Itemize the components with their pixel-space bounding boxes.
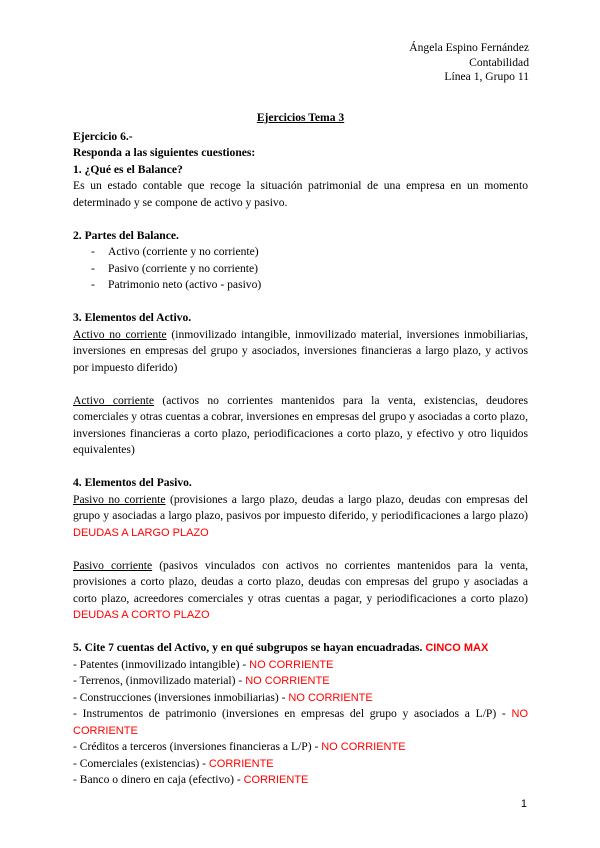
document-header [409,41,529,85]
instruction-text: Responda a las siguientes cuestiones: [73,146,256,159]
list-item [73,673,528,690]
pasivo-corriente-label: Pasivo corriente [73,558,153,572]
activo-corriente-label: Activo corriente [73,393,155,407]
list-item [73,706,528,739]
page-title: Ejercicios Tema 3 [256,111,345,124]
list-item [73,739,528,756]
pasivo-corriente-paragraph [73,558,528,624]
activo-corriente-paragraph [73,393,528,459]
list-item [73,657,528,674]
q5-heading-line [73,640,528,657]
account-text: - Terrenos, (inmovilizado material) - [73,674,246,687]
document-body [73,110,528,789]
account-text: - Construcciones (inversiones inmobiliarias) - [73,690,289,704]
account-note: NO CORRIENTE [249,658,334,671]
account-text: - Comerciales (existencias) - [73,756,209,770]
list-item: - Pasivo (corriente y no corriente) [91,261,528,278]
pasivo-no-corriente-paragraph [73,492,528,542]
q5-heading-note: CINCO MAX [425,642,489,654]
q2-heading: 2. Partes del Balance. [73,228,179,242]
q2-list [73,244,528,294]
q3-heading: 3. Elementos del Activo. [73,311,192,324]
pasivo-no-corriente-label: Pasivo no corriente [73,492,166,506]
page-number: 1 [520,798,527,810]
list-item [73,690,528,707]
subject-name: Contabilidad [469,55,529,69]
pasivo-no-corriente-note: DEUDAS A LARGO PLAZO [73,526,209,539]
q5-heading: 5. Cite 7 cuentas del Activo, y en qué subgrupos se hayan encuadradas. [73,641,426,654]
q1-heading: 1. ¿Qué es el Balance? [73,162,183,176]
account-note: NO CORRIENTE [73,708,528,737]
list-item [73,772,528,789]
activo-no-corriente-text: (inmovilizado intangible, inmovilizado material, inversiones inmobiliarias, inversiones en empresas del grupo y asociados, inversiones financieras a largo plazo, y activos por impuesto diferido) [73,327,528,374]
account-text: - Instrumentos de patrimonio (inversiones en empresas del grupo y asociados a L/P) - [73,707,512,720]
account-note: CORRIENTE [243,774,309,786]
account-text: - Patentes (inmovilizado intangible) - [73,657,250,671]
q1-answer: Es un estado contable que recoge la situación patrimonial de una empresa en un momento determinado y se compone de activo y pasivo. [73,179,528,209]
pasivo-corriente-note: DEUDAS A CORTO PLAZO [73,609,210,621]
account-note: NO CORRIENTE [288,691,373,704]
list-item: - Patrimonio neto (activo - pasivo) [91,277,528,294]
account-note: CORRIENTE [208,757,274,770]
account-text: - Créditos a terceros (inversiones financieras a L/P) - [73,740,322,753]
pasivo-no-corriente-text: (provisiones a largo plazo, deudas a largo plazo, deudas con empresas del grupo y asociadas a largo plazo, pasivos por impuesto diferido, y periodificaciones a largo plazo) [73,492,528,522]
activo-no-corriente-label: Activo no corriente [73,327,167,341]
q5-list [73,657,528,789]
group-info: Línea 1, Grupo 11 [444,70,529,83]
account-text: - Banco o dinero en caja (efectivo) - [73,773,244,786]
activo-corriente-text: (activos no corrientes mantenidos para la venta, existencias, deudores comerciales y otras cuentas a cobrar, inversiones en empresas del grupo y asociadas a corto plazo, inversiones financieras a corto plazo, periodificaciones a corto plazo, y efectivo y otro liquidos equivalentes) [73,393,528,456]
list-item [73,756,528,773]
account-note: NO CORRIENTE [245,675,330,687]
q4-heading: 4. Elementos del Pasivo. [73,476,192,489]
exercise-label: Ejercicio 6.- [73,129,133,143]
activo-no-corriente-paragraph [73,327,528,377]
author-name: Ángela Espino Fernández [409,41,529,54]
pasivo-corriente-text: (pasivos vinculados con activos no corrientes mantenidos para la venta, provisiones a corto plazo, deudas a corto plazo, deudas con empresas del grupo y asociadas a corto plazo, acreedores comerciales y otras cuentas a pagar, y periodificaciones a corto plazo) [73,558,529,605]
account-note: NO CORRIENTE [321,741,406,753]
list-item: - Activo (corriente y no corriente) [91,244,528,261]
